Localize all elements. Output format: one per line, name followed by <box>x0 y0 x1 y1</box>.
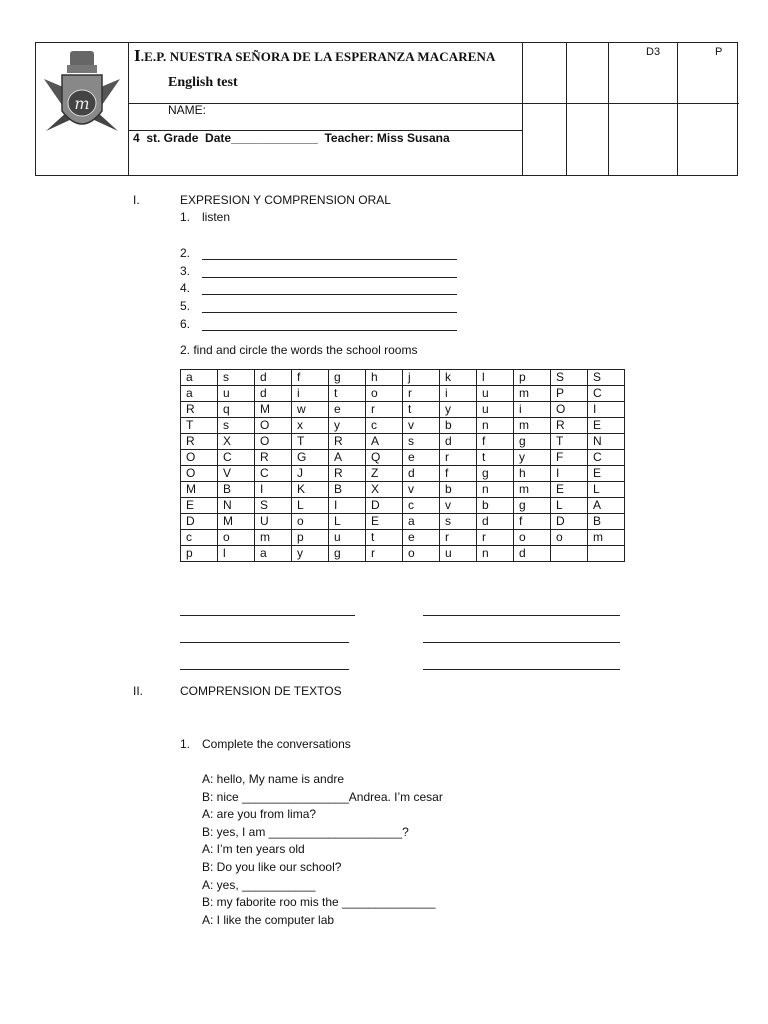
wordsearch-cell[interactable]: j <box>403 370 440 386</box>
wordsearch-cell[interactable]: A <box>588 498 625 514</box>
blank-item-number: 6. <box>180 317 191 331</box>
wordsearch-row <box>181 498 625 514</box>
header-code-p: P <box>715 46 723 58</box>
grade-date-teacher-line: 4 st. Grade Date_____________ Teacher: Miss Susana <box>133 131 450 145</box>
conversation-line: A: are you from lima? <box>202 807 317 821</box>
wordsearch-cell[interactable]: E <box>181 498 218 514</box>
wordsearch-cell[interactable]: g <box>514 498 551 514</box>
blank-item-number: 3. <box>180 264 191 278</box>
wordsearch-cell[interactable]: d <box>440 434 477 450</box>
wordsearch-cell[interactable]: f <box>514 514 551 530</box>
wordsearch-cell[interactable]: U <box>255 514 292 530</box>
wordsearch-cell[interactable]: a <box>181 386 218 402</box>
wordsearch-cell[interactable]: D <box>181 514 218 530</box>
wordsearch-cell[interactable]: o <box>218 530 255 546</box>
answer-line[interactable] <box>180 642 349 643</box>
wordsearch-cell[interactable]: B <box>218 482 255 498</box>
wordsearch-cell[interactable]: r <box>440 530 477 546</box>
conversation-line: A: hello, My name is andre <box>202 772 345 786</box>
wordsearch-cell[interactable]: t <box>403 402 440 418</box>
wordsearch-cell[interactable]: v <box>403 418 440 434</box>
wordsearch-cell[interactable]: O <box>255 434 292 450</box>
wordsearch-cell[interactable]: e <box>403 450 440 466</box>
wordsearch-cell[interactable]: w <box>292 402 329 418</box>
wordsearch-cell[interactable]: u <box>329 530 366 546</box>
wordsearch-cell[interactable]: c <box>403 498 440 514</box>
wordsearch-cell[interactable]: O <box>181 450 218 466</box>
header-divider <box>128 43 129 175</box>
wordsearch-cell[interactable]: f <box>477 434 514 450</box>
wordsearch-cell[interactable]: R <box>551 418 588 434</box>
wordsearch-cell[interactable]: M <box>255 402 292 418</box>
wordsearch-cell[interactable]: y <box>514 450 551 466</box>
wordsearch-cell[interactable]: s <box>440 514 477 530</box>
wordsearch-cell[interactable]: A <box>329 450 366 466</box>
wordsearch-cell[interactable]: o <box>514 530 551 546</box>
wordsearch-cell[interactable]: d <box>403 466 440 482</box>
header-divider <box>522 43 523 175</box>
wordsearch-cell[interactable]: s <box>218 370 255 386</box>
answer-line[interactable] <box>423 669 620 670</box>
wordsearch-cell[interactable]: g <box>329 546 366 562</box>
wordsearch-cell[interactable]: y <box>440 402 477 418</box>
wordsearch-cell[interactable]: p <box>514 370 551 386</box>
wordsearch-cell[interactable]: Q <box>366 450 403 466</box>
wordsearch-cell[interactable]: M <box>218 514 255 530</box>
wordsearch-cell[interactable]: i <box>514 402 551 418</box>
wordsearch-cell[interactable]: t <box>329 386 366 402</box>
wordsearch-cell[interactable]: m <box>514 418 551 434</box>
wordsearch-cell[interactable]: f <box>440 466 477 482</box>
wordsearch-cell[interactable]: e <box>329 402 366 418</box>
wordsearch-cell[interactable]: L <box>551 498 588 514</box>
wordsearch-cell[interactable]: X <box>366 482 403 498</box>
answer-line[interactable] <box>202 277 457 278</box>
wordsearch-cell[interactable]: L <box>329 514 366 530</box>
wordsearch-cell[interactable]: D <box>366 498 403 514</box>
conversation-line: B: my faborite roo mis the ______________ <box>202 895 436 909</box>
wordsearch-cell[interactable]: E <box>588 466 625 482</box>
wordsearch-cell[interactable]: N <box>588 434 625 450</box>
wordsearch-cell[interactable]: A <box>366 434 403 450</box>
header-code-d3: D3 <box>646 46 661 58</box>
wordsearch-cell[interactable]: C <box>588 450 625 466</box>
wordsearch-cell[interactable]: G <box>292 450 329 466</box>
header-divider <box>677 43 678 175</box>
wordsearch-cell[interactable]: k <box>440 370 477 386</box>
wordsearch-cell[interactable]: r <box>403 386 440 402</box>
wordsearch-cell[interactable]: c <box>181 530 218 546</box>
wordsearch-cell[interactable]: g <box>329 370 366 386</box>
wordsearch-row <box>181 386 625 402</box>
blank-item-number: 2. <box>180 246 191 260</box>
wordsearch-cell[interactable]: u <box>218 386 255 402</box>
wordsearch-cell[interactable]: p <box>181 546 218 562</box>
wordsearch-cell[interactable]: D <box>551 514 588 530</box>
wordsearch-cell[interactable]: i <box>292 386 329 402</box>
conversation-item-number: 1. <box>180 737 191 751</box>
wordsearch-cell[interactable]: l <box>218 546 255 562</box>
wordsearch-cell[interactable]: Z <box>366 466 403 482</box>
wordsearch-cell[interactable]: y <box>329 418 366 434</box>
school-name-rest: .E.P. NUESTRA SEÑORA DE LA ESPERANZA MACARENA <box>140 49 496 64</box>
wordsearch-cell[interactable]: a <box>255 546 292 562</box>
wordsearch-cell[interactable]: n <box>477 418 514 434</box>
wordsearch-row <box>181 418 625 434</box>
wordsearch-row <box>181 514 625 530</box>
wordsearch-instruction: 2. find and circle the words the school rooms <box>180 343 418 357</box>
wordsearch-grid <box>180 369 625 562</box>
blank-item-number: 5. <box>180 299 191 313</box>
wordsearch-cell[interactable]: m <box>514 482 551 498</box>
wordsearch-cell[interactable]: g <box>477 466 514 482</box>
wordsearch-cell[interactable]: L <box>588 482 625 498</box>
wordsearch-cell[interactable]: l <box>477 370 514 386</box>
wordsearch-cell[interactable]: T <box>292 434 329 450</box>
wordsearch-cell[interactable]: R <box>255 450 292 466</box>
wordsearch-row <box>181 482 625 498</box>
wordsearch-row <box>181 402 625 418</box>
wordsearch-cell[interactable]: f <box>292 370 329 386</box>
wordsearch-cell[interactable]: t <box>477 450 514 466</box>
section-2-title: COMPRENSION DE TEXTOS <box>180 684 342 698</box>
wordsearch-row <box>181 450 625 466</box>
item-1-text: listen <box>202 210 231 224</box>
wordsearch-cell[interactable]: B <box>588 514 625 530</box>
wordsearch-cell[interactable] <box>551 546 588 562</box>
wordsearch-cell[interactable]: I <box>588 402 625 418</box>
wordsearch-cell[interactable]: I <box>551 466 588 482</box>
wordsearch-cell[interactable]: F <box>551 450 588 466</box>
name-label: NAME: <box>168 103 207 117</box>
wordsearch-cell[interactable]: e <box>403 530 440 546</box>
header-divider <box>522 103 739 104</box>
wordsearch-cell[interactable]: b <box>440 418 477 434</box>
header-divider <box>608 43 609 175</box>
wordsearch-cell[interactable]: q <box>218 402 255 418</box>
wordsearch-cell[interactable]: R <box>329 434 366 450</box>
wordsearch-cell[interactable]: I <box>329 498 366 514</box>
answer-line[interactable] <box>180 669 349 670</box>
wordsearch-cell[interactable]: u <box>477 402 514 418</box>
answer-line[interactable] <box>423 615 620 616</box>
wordsearch-cell[interactable]: m <box>514 386 551 402</box>
school-crest-logo <box>38 45 126 149</box>
wordsearch-cell[interactable]: r <box>440 450 477 466</box>
answer-line[interactable] <box>202 312 457 313</box>
wordsearch-cell[interactable]: b <box>477 498 514 514</box>
conversation-instruction: Complete the conversations <box>202 737 351 751</box>
school-name-initial: I <box>134 46 141 65</box>
section-1-title: EXPRESION Y COMPRENSION ORAL <box>180 193 391 207</box>
wordsearch-cell[interactable]: m <box>255 530 292 546</box>
wordsearch-cell[interactable]: E <box>366 514 403 530</box>
wordsearch-cell[interactable]: C <box>588 386 625 402</box>
wordsearch-cell[interactable] <box>588 546 625 562</box>
wordsearch-cell[interactable]: E <box>551 482 588 498</box>
wordsearch-cell[interactable]: d <box>477 514 514 530</box>
school-name <box>134 46 495 66</box>
wordsearch-row <box>181 370 625 386</box>
wordsearch-cell[interactable]: u <box>477 386 514 402</box>
answer-line[interactable] <box>423 642 620 643</box>
wordsearch-row <box>181 466 625 482</box>
wordsearch-cell[interactable]: m <box>588 530 625 546</box>
answer-line[interactable] <box>202 259 457 260</box>
wordsearch-cell[interactable]: r <box>477 530 514 546</box>
header-divider <box>566 43 567 175</box>
wordsearch-cell[interactable]: a <box>181 370 218 386</box>
wordsearch-cell[interactable]: L <box>292 498 329 514</box>
wordsearch-cell[interactable]: t <box>366 530 403 546</box>
wordsearch-cell[interactable]: N <box>218 498 255 514</box>
wordsearch-cell[interactable]: S <box>551 370 588 386</box>
wordsearch-cell[interactable]: S <box>255 498 292 514</box>
wordsearch-cell[interactable]: p <box>292 530 329 546</box>
wordsearch-cell[interactable]: o <box>551 530 588 546</box>
wordsearch-cell[interactable]: n <box>477 482 514 498</box>
wordsearch-cell[interactable]: s <box>403 434 440 450</box>
blank-item-number: 4. <box>180 281 191 295</box>
wordsearch-cell[interactable]: s <box>218 418 255 434</box>
answer-line[interactable] <box>180 615 355 616</box>
wordsearch-cell[interactable]: R <box>181 402 218 418</box>
conversation-line: B: nice ________________Andrea. I’m cesar <box>202 790 443 804</box>
item-1-number: 1. <box>180 210 191 224</box>
wordsearch-cell[interactable]: B <box>329 482 366 498</box>
wordsearch-cell[interactable]: c <box>366 418 403 434</box>
wordsearch-cell[interactable]: O <box>181 466 218 482</box>
wordsearch-row <box>181 546 625 562</box>
wordsearch-cell[interactable]: X <box>218 434 255 450</box>
wordsearch-cell[interactable]: n <box>477 546 514 562</box>
wordsearch-cell[interactable]: R <box>181 434 218 450</box>
wordsearch-cell[interactable]: V <box>218 466 255 482</box>
wordsearch-cell[interactable]: r <box>366 402 403 418</box>
wordsearch-cell[interactable]: a <box>403 514 440 530</box>
conversation-line: A: I like the computer lab <box>202 913 335 927</box>
wordsearch-cell[interactable]: d <box>255 386 292 402</box>
wordsearch-cell[interactable]: y <box>292 546 329 562</box>
wordsearch-cell[interactable]: C <box>218 450 255 466</box>
conversation-line: B: yes, I am ____________________? <box>202 825 409 839</box>
wordsearch-cell[interactable]: K <box>292 482 329 498</box>
wordsearch-cell[interactable]: h <box>514 466 551 482</box>
wordsearch-cell[interactable]: R <box>329 466 366 482</box>
wordsearch-cell[interactable]: M <box>181 482 218 498</box>
wordsearch-cell[interactable]: u <box>440 546 477 562</box>
section-2-numeral: II. <box>133 684 144 698</box>
wordsearch-cell[interactable]: I <box>255 482 292 498</box>
wordsearch-cell[interactable]: T <box>551 434 588 450</box>
wordsearch-cell[interactable]: v <box>403 482 440 498</box>
wordsearch-cell[interactable]: i <box>440 386 477 402</box>
conversation-line: A: yes, ___________ <box>202 878 316 892</box>
wordsearch-cell[interactable]: v <box>440 498 477 514</box>
crest-monogram: m <box>74 94 90 113</box>
conversation-line: A: I’m ten years old <box>202 842 305 856</box>
wordsearch-cell[interactable]: O <box>255 418 292 434</box>
wordsearch-cell[interactable]: b <box>440 482 477 498</box>
wordsearch-row <box>181 530 625 546</box>
wordsearch-cell[interactable]: T <box>181 418 218 434</box>
conversation-line: B: Do you like our school? <box>202 860 342 874</box>
wordsearch-cell[interactable]: x <box>292 418 329 434</box>
section-1-numeral: I. <box>133 193 140 207</box>
wordsearch-cell[interactable]: g <box>514 434 551 450</box>
test-title: English test <box>168 75 238 90</box>
wordsearch-cell[interactable]: d <box>255 370 292 386</box>
answer-line[interactable] <box>202 330 457 331</box>
wordsearch-cell[interactable]: C <box>255 466 292 482</box>
wordsearch-cell[interactable]: P <box>551 386 588 402</box>
wordsearch-cell[interactable]: J <box>292 466 329 482</box>
wordsearch-cell[interactable]: E <box>588 418 625 434</box>
wordsearch-cell[interactable]: d <box>514 546 551 562</box>
wordsearch-cell[interactable]: o <box>292 514 329 530</box>
wordsearch-cell[interactable]: o <box>403 546 440 562</box>
wordsearch-cell[interactable]: S <box>588 370 625 386</box>
wordsearch-cell[interactable]: r <box>366 546 403 562</box>
wordsearch-row <box>181 434 625 450</box>
wordsearch-cell[interactable]: o <box>366 386 403 402</box>
wordsearch-cell[interactable]: h <box>366 370 403 386</box>
answer-line[interactable] <box>202 294 457 295</box>
wordsearch-cell[interactable]: O <box>551 402 588 418</box>
